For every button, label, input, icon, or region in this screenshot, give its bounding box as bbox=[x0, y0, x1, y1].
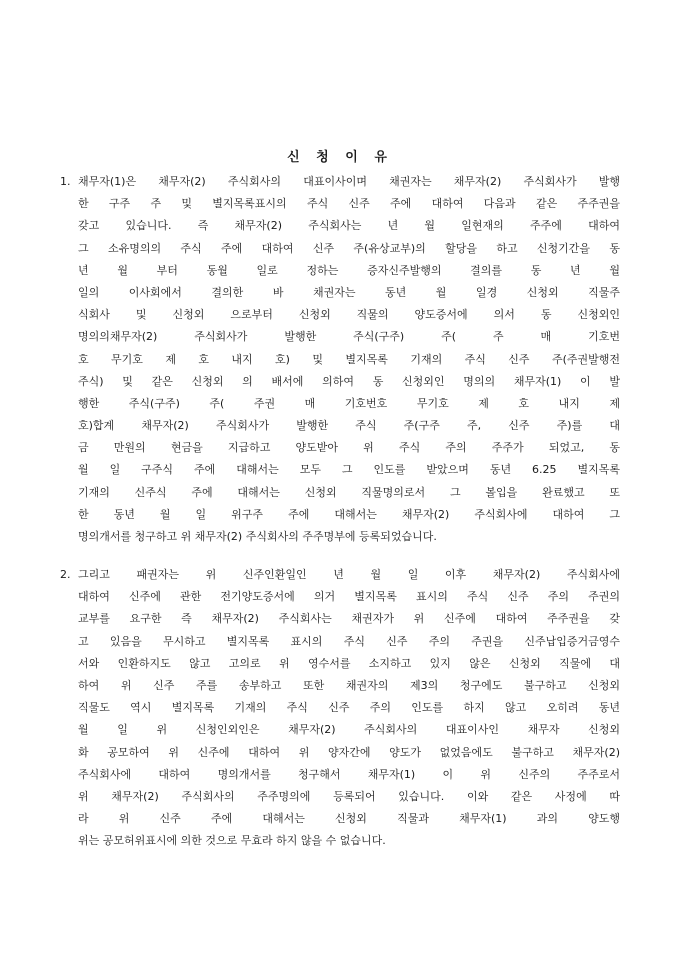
reason-line: 라 위 신주 주에 대해서는 신청외 직물과 채무자(1) 과의 양도행 bbox=[78, 812, 620, 826]
reason-line: 대하여 신주에 관한 전기양도증서에 의거 별지목록 표시의 주식 신주 주의 주권의 bbox=[78, 590, 620, 604]
reason-line: 호)합계 채무자(2) 주식회사가 발행한 주식 주(구주 주, 신주 주)를 대 bbox=[78, 419, 620, 433]
reason-number: 2. bbox=[60, 568, 71, 581]
reason-line: 일의 이사회에서 결의한 바 채권자는 동년 월 일경 신청외 직물주 bbox=[78, 285, 620, 299]
reason-line: 주식회사에 대하여 명의개서를 청구해서 채무자(1) 이 위 신주의 주주로서 bbox=[78, 767, 620, 781]
reason-line: 명의개서를 청구하고 위 채무자(2) 주식회사의 주주명부에 등록되었습니다. bbox=[78, 530, 437, 543]
reason-line: 직물도 역시 별지목록 기재의 주식 신주 주의 인도를 하지 않고 오히려 동년 bbox=[78, 701, 620, 715]
reason-line: 행한 주식(구주) 주( 주권 매 기호번호 무기호 제 호 내지 제 bbox=[78, 396, 620, 410]
reason-paragraph-1 bbox=[60, 171, 620, 548]
reason-line: 주식) 및 같은 신청외 의 배서에 의하여 동 신청외인 명의의 채무자(1) 이 발 bbox=[78, 374, 620, 388]
reason-line: 하여 위 신주 주를 송부하고 또한 채권자의 제3의 청구에도 불구하고 신청외 bbox=[78, 678, 620, 692]
reason-paragraph-2 bbox=[60, 564, 620, 852]
reason-line: 고 있음을 무시하고 별지목록 표시의 주식 신주 주의 주권을 신주납입증거금영수 bbox=[78, 634, 620, 648]
reason-line: 년 월 부터 동월 일로 정하는 증자신주발행의 결의를 동 년 월 bbox=[78, 263, 620, 277]
reason-line: 채무자(1)은 채무자(2) 주식회사의 대표이사이며 채권자는 채무자(2) 주식회사가 발행 bbox=[78, 175, 620, 188]
reason-line: 갖고 있습니다. 즉 채무자(2) 주식회사는 년 월 일현재의 주주에 대하여 bbox=[78, 219, 620, 233]
reason-line: 한 동년 월 일 위구주 주에 대해서는 채무자(2) 주식회사에 대하여 그 bbox=[78, 507, 620, 521]
reason-line: 화 공모하여 위 신주에 대하여 위 양자간에 양도가 없었음에도 불구하고 채무자(2) bbox=[78, 745, 620, 759]
reason-line: 월 일 위 신청인외인은 채무자(2) 주식회사의 대표이사인 채무자 신청외 bbox=[78, 723, 620, 737]
reason-line: 서와 인환하지도 않고 고의로 위 영수서를 소지하고 있지 않은 신청외 직물에 대 bbox=[78, 656, 620, 670]
reason-line: 교부를 요구한 즉 채무자(2) 주식회사는 채권자가 위 신주에 대하여 주주권을 갖 bbox=[78, 612, 620, 626]
reason-line: 그리고 패권자는 위 신주인환일인 년 월 일 이후 채무자(2) 주식회사에 bbox=[78, 568, 620, 581]
reason-number: 1. bbox=[60, 175, 71, 188]
reason-line: 위 채무자(2) 주식회사의 주주명의에 등록되어 있습니다. 이와 같은 사정에 따 bbox=[78, 789, 620, 803]
reason-line: 위는 공모허위표시에 의한 것으로 무효라 하지 않을 수 없습니다. bbox=[78, 834, 386, 848]
reason-line: 호 무기호 제 호 내지 호) 및 별지목록 기재의 주식 신주 주(주권발행전 bbox=[78, 352, 620, 366]
reason-line: 식회사 및 신청외 으로부터 신청외 직물의 양도증서에 의서 동 신청외인 bbox=[78, 308, 620, 322]
document-title: 신 청 이 유 bbox=[287, 150, 393, 165]
reason-line: 월 일 구주식 주에 대해서는 모두 그 인도를 받았으며 동년 6.25 별지목록 bbox=[78, 463, 620, 477]
reason-line: 한 구주 주 및 별지목록표시의 주식 신주 주에 대하여 다음과 같은 주주권을 bbox=[78, 197, 620, 211]
reason-line: 기재의 신주식 주에 대해서는 신청외 직물명의로서 그 볼입을 완료했고 또 bbox=[78, 485, 620, 499]
reason-line: 명의의채무자(2) 주식회사가 발행한 주식(구주) 주( 주 매 기호번 bbox=[78, 330, 620, 344]
reason-line: 금 만원의 현금을 지급하고 양도받아 위 주식 주의 주주가 되었고, 동 bbox=[78, 441, 620, 455]
reason-line: 그 소유명의의 주식 주에 대하여 신주 주(유상교부)의 할당을 하고 신청기간을 동 bbox=[78, 241, 620, 255]
